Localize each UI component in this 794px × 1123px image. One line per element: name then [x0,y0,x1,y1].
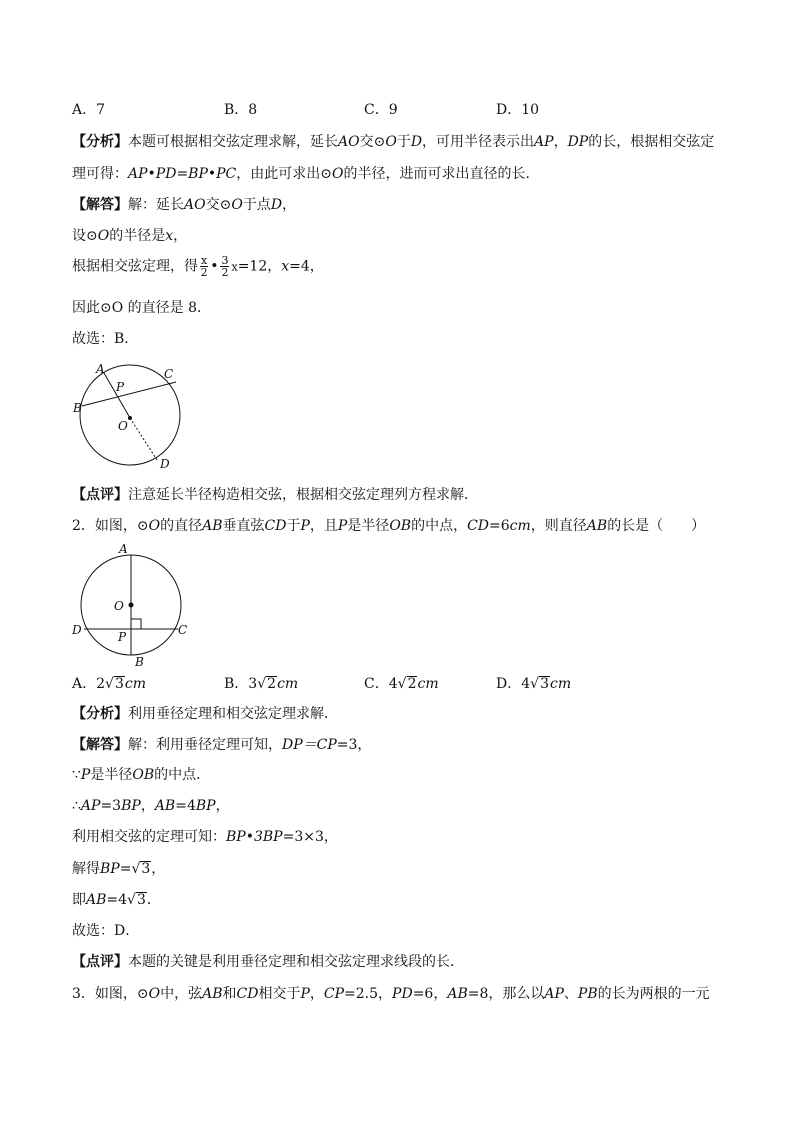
q1-answer-line5: 故选：B． [72,331,139,347]
q2-label-d: D [72,623,82,637]
q1-dotted-od [130,418,157,460]
comment-tag: 【点评】 [72,954,128,970]
q1-comment: 【点评】注意延长半径构造相交弦，根据相交弦定理列方程求解． [72,487,478,503]
q2-answer-line3: ∴AP=3BP，AB=4BP， [72,798,230,814]
q2-analysis: 【分析】利用垂径定理和相交弦定理求解． [72,706,338,722]
q1-answer-line2: 设⊙O的半径是x， [72,228,188,244]
fraction-3-over-2: $\frac{3}{2}$ [221,254,229,279]
analysis-tag: 【分析】 [72,134,128,150]
q1-label-o: O [118,419,128,433]
q1-answer-line1: 【解答】解：延长AO交⊙O于点D， [72,197,297,213]
q1-circle-figure [70,360,190,476]
q1-label-d: D [160,457,170,471]
q3-stem: 3．如图，⊙O中，弦AB和CD相交于P，CP=2.5，PD=6，AB=8，那么以AP、PB的长为两根的一元 [72,986,710,1002]
q2-option-c: C．4√2cm [364,676,439,692]
q2-label-b: B [135,655,144,669]
q1-label-c: C [164,367,174,381]
q2-right-angle-mark [131,619,141,629]
q2-label-p: P [118,630,127,644]
q2-answer-line1: 【解答】解：利用垂径定理可知，DP＝CP=3， [72,737,372,753]
q2-answer-line4: 利用相交弦的定理可知：BP•3BP=3×3， [72,829,338,845]
q2-stem: 2．如图，⊙O的直径AB垂直弦CD于P，且P是半径OB的中点，CD=6cm，则直径AB的长是（ ） [72,518,706,534]
q2-answer-line2: ∵P是半径OB的中点． [72,767,211,783]
q1-label-a: A [96,362,105,376]
q1-answer-line3: 根据相交弦定理，得 $\frac{x}{2}$ • $\frac{3}{2}$ x=12，x=4， [72,254,324,279]
q2-answer-line7: 故选：D． [72,923,140,939]
q1-answer-line4: 因此⊙O 的直径是 8． [72,300,212,316]
q1-options [72,103,732,123]
q1-label-b: B [73,401,82,415]
q1-label-p: P [116,380,125,394]
q2-label-a: A [119,542,128,556]
q1-analysis-line2: 理可得：AP•PD=BP•PC，由此可求出⊙O的半径，进而可求出直径的长． [72,166,540,182]
q2-label-c: C [178,623,188,637]
q1-option-b: B．8 [224,102,258,118]
q1-center-dot [128,416,132,420]
q2-center-dot [129,603,134,608]
q2-option-b: B．3√2cm [224,676,299,692]
q2-option-a: A．2√3cm [72,676,147,692]
q2-circle-figure [68,542,192,670]
q1-option-c: C．9 [364,102,398,118]
q2-option-d: D．4√3cm [496,676,572,692]
q1-analysis-line1: 【分析】本题可根据相交弦定理求解，延长AO交⊙O于D，可用半径表示出AP，DP的长，根据相交弦定 [72,134,715,150]
q1-chord-bc [82,382,176,406]
q2-answer-line5: 解得BP=√3， [72,861,166,877]
analysis-tag: 【分析】 [72,706,128,722]
q2-answer-line6: 即AB=4√3． [72,892,161,908]
q2-comment: 【点评】本题的关键是利用垂径定理和相交弦定理求线段的长． [72,954,464,970]
q2-options [72,676,732,696]
q1-option-d: D．10 [496,102,540,118]
q1-option-a: A．7 [72,102,106,118]
fraction-x-over-2: $\frac{x}{2}$ [200,254,208,279]
q2-label-o: O [114,599,124,613]
comment-tag: 【点评】 [72,487,128,503]
answer-tag: 【解答】 [72,197,128,213]
answer-tag: 【解答】 [72,737,128,753]
